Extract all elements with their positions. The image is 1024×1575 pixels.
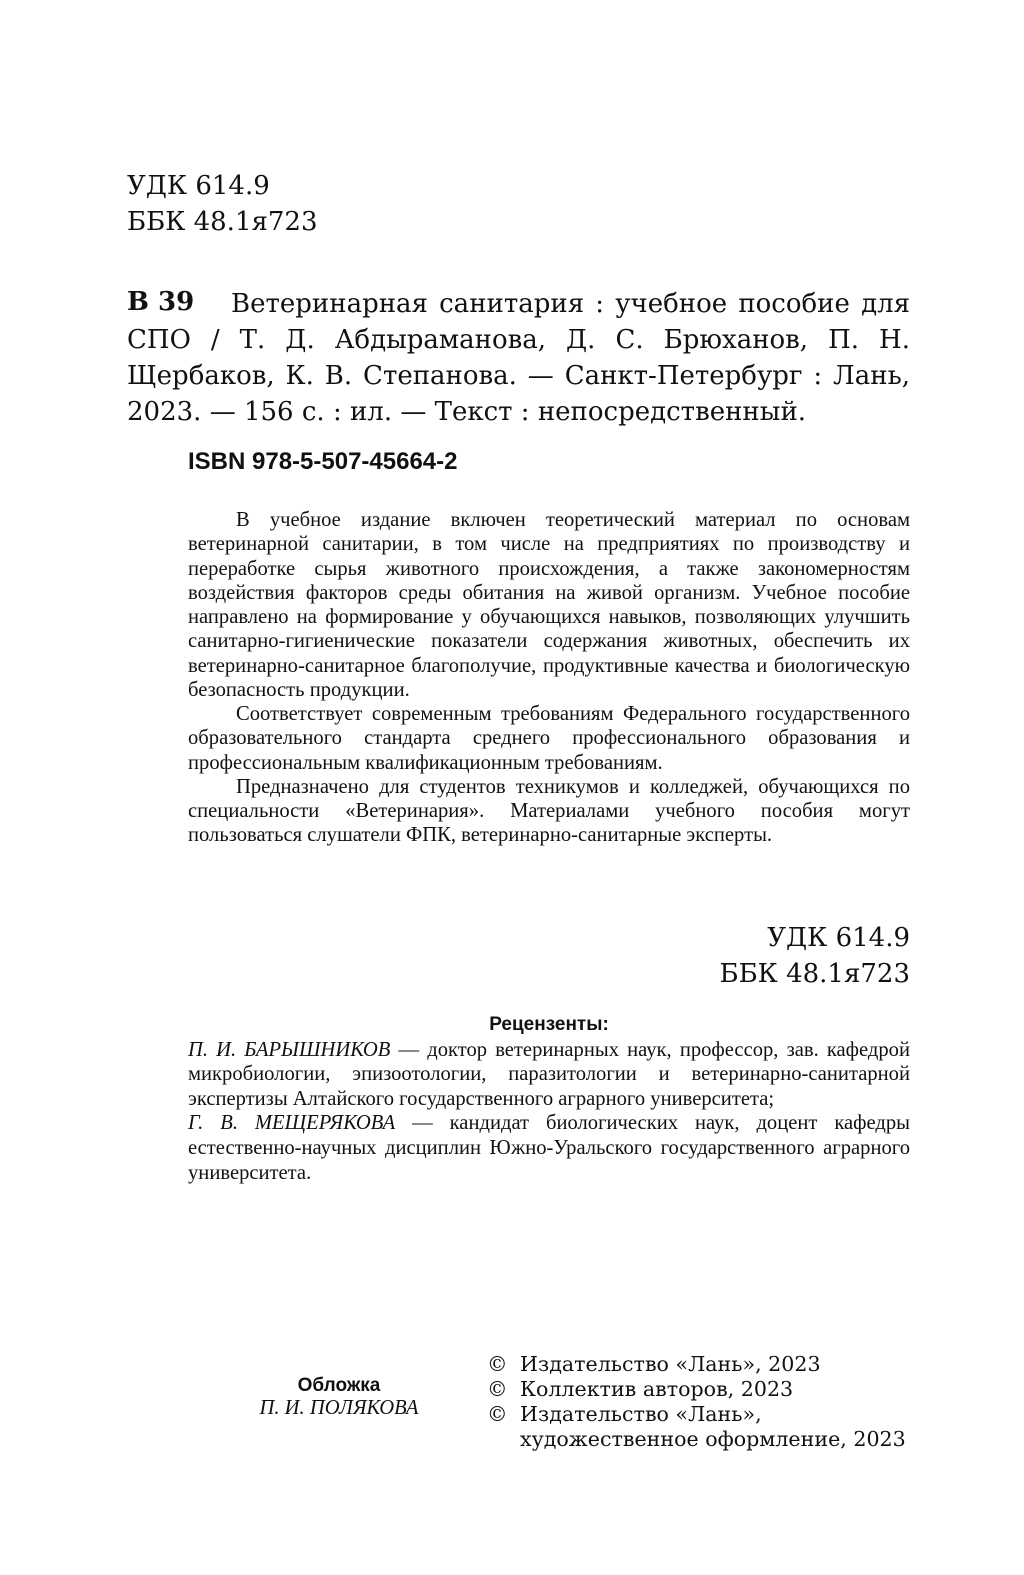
reviewer-description: — доктор ветеринарных наук, профессор, зав. кафедрой микробиологии, эпизоотологии, паразитологии и ветеринарно-санитарной экспертизы Алтайского государственного аграрного университета;: [188, 1038, 910, 1110]
bbk-code-bottom: ББК 48.1я723: [719, 959, 910, 989]
isbn: ISBN 978-5-507-45664-2: [188, 448, 458, 475]
udk-code-bottom: УДК 614.9: [767, 923, 910, 953]
copyright-line: [487, 1352, 906, 1377]
copyright-text: Издательство «Лань»,: [520, 1402, 762, 1426]
annotation-paragraph: Предназначено для студентов техникумов и колледжей, обучающихся по специальности «Ветеринария». Материалами учебного пособия могут пользоваться слушатели ФПК, ветеринарно-санитарные эксперты.: [188, 775, 910, 847]
cover-designer-name: П. И. ПОЛЯКОВА: [259, 1397, 419, 1419]
catalog-code: В 39: [127, 287, 195, 317]
reviewer-description: — кандидат биологических наук, доцент кафедры естественно-научных дисциплин Южно-Уральского государственного аграрного университета.: [188, 1112, 910, 1184]
copyright-line: [487, 1377, 906, 1402]
annotation-paragraph: Соответствует современным требованиям Федерального государственного образовательного стандарта среднего профессионального образования и профессиональным квалификационным требованиям.: [188, 703, 910, 774]
reviewers-title: Рецензенты:: [489, 1014, 609, 1035]
annotation: [188, 508, 910, 848]
copyright-text: Издательство «Лань», 2023: [520, 1352, 821, 1376]
cover-label: Обложка: [297, 1375, 381, 1396]
bbk-code-top: ББК 48.1я723: [127, 207, 318, 237]
bibliographic-description: Ветеринарная санитария : учебное пособие для СПО / Т. Д. Абдыраманова, Д. С. Брюханов, П. Н. Щербаков, К. В. Степанова. — Санкт-Петербург : Лань, 2023. — 156 с. : ил. — Текст : непосредственный.: [127, 289, 910, 427]
reviewer-entry: [188, 1038, 910, 1112]
annotation-paragraph: В учебное издание включен теоретический материал по основам ветеринарной санитарии, в том числе на предприятиях по производству и переработке сырья животного происхождения, а также закономерностям воздействия факторов среды обитания на живой организм. Учебное пособие направлено на формирование у обучающихся навыков, позволяющих улучшить санитарно-гигиенические показатели содержания животных, обеспечить их ветеринарно-санитарное благополучие, продуктивные качества и биологическую безопасность продукции.: [188, 509, 910, 701]
reviewer-name: П. И. БАРЫШНИКОВ: [188, 1038, 391, 1061]
copyright-continuation: художественное оформление, 2023: [520, 1427, 906, 1451]
copyright-icon: ©: [487, 1352, 508, 1376]
copyright-text: Коллектив авторов, 2023: [520, 1377, 794, 1401]
reviewer-name: Г. В. МЕЩЕРЯКОВА: [188, 1112, 396, 1135]
reviewer-entry: [188, 1111, 910, 1185]
reviewers-section: [188, 1013, 910, 1185]
copyright-icon: ©: [487, 1377, 508, 1401]
copyright-line: [487, 1402, 906, 1427]
copyright-block: [487, 1352, 906, 1452]
cover-credit: [226, 1374, 452, 1420]
copyright-icon: ©: [487, 1402, 508, 1426]
udk-code-top: УДК 614.9: [127, 171, 270, 201]
